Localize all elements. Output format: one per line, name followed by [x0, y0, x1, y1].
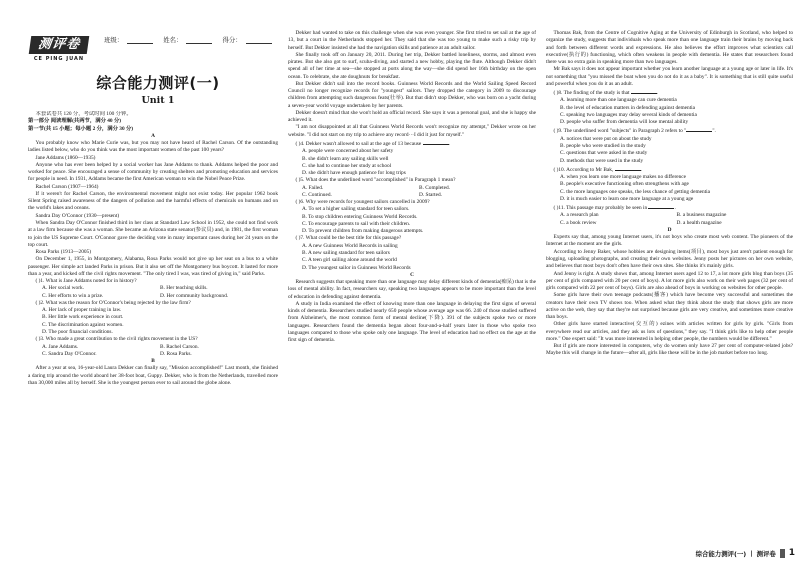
passage-d-paragraph: Other girls have started interactive(交互的) ezines with articles written for girls by girls. "Girls from everywhere read our articles, and they ask us lots of questions," they say. "I think girls like to help other people more." One expert said: "It was more interested in helping other people, the numbers would be different." — [546, 321, 793, 342]
q11-option-d[interactable]: D. a health magazine — [676, 219, 722, 226]
question-6[interactable]: ( )6. Why were records for youngest sailors cancelled in 2009? — [295, 199, 430, 206]
footer-tag: 测评卷 — [756, 549, 776, 558]
answer-blank[interactable] — [631, 88, 657, 94]
passage-c-paragraph: Research suggests that speaking more than one language may delay different kinds of dementia(痴呆) that is the loss of mental ability. In fact, researchers say, speaking two languages appears to be more important than the level of education in defending against dementia. — [288, 279, 536, 300]
passage-a-label: A — [151, 132, 155, 139]
question-1[interactable]: ( )1. What is Jane Addams noted for in history? — [35, 278, 137, 285]
question-3[interactable]: ( )3. Who made a great contribution to the civil rights movement in the US? — [35, 336, 198, 343]
q4-option-c[interactable]: C. she had to continue her study at school — [302, 162, 392, 169]
q2-option-c[interactable]: C. The discrimination against women. — [42, 321, 124, 328]
question-10[interactable]: ( )10. According to Mr Bak, . — [553, 166, 642, 173]
question-4[interactable]: ( )4. Dekker wasn't allowed to sail at the age of 13 because . — [295, 140, 450, 147]
passage-b-paragraph: Dekker doesn't mind that she won't hold an official record. She says it was a personal goal, and she is happy she achieved it. — [288, 109, 536, 124]
passage-c-paragraph: A study in India examined the effect of knowing more than one language in delaying the first signs of several kinds of dementia. Researchers studied nearly 650 people whose average age was 66. 240 of those studied suffered from Alzheimer's, the most common form of mental decline(下降). 391 of the subjects spoke two or more languages. Researchers found the dementia began about four-and-a-half years later in those who spoke two languages compared to those who spoke only one language. The level of education had no effect on the age at the first sign of dementia. — [288, 300, 536, 344]
column-2 — [288, 30, 536, 344]
q3-option-d[interactable]: D. Rosa Parks. — [160, 350, 192, 357]
passage-b-label: B — [151, 358, 155, 365]
q3-option-c[interactable]: C. Sandra Day O'Connor. — [42, 350, 97, 357]
q9-option-b[interactable]: B. people who were studied in the study — [560, 142, 646, 149]
passage-b-paragraph: Dekker had wanted to take on this challenge when she was even younger. She first tried to set sail at the age of 13, but a court in the Netherlands stopped her. They said that she was too young to make such a risky trip by herself. But Dekker insisted she had the navigation skills and patience at an adult sailor. — [288, 30, 536, 51]
q6-option-c[interactable]: C. To encourage parents to sail with their children. — [302, 220, 411, 227]
question-7[interactable]: ( )7. What could be the best title for this passage? — [295, 235, 402, 242]
question-8[interactable]: ( )8. The finding of the study is that . — [553, 90, 659, 97]
passage-a-paragraph: If it weren't for Rachel Carson, the environmental movement might not exist today. Her popular 1962 book Silent Spring raised awareness of the dangers of pollution and the harmful effects of chemicals on humans and on the world's lakes and oceans. — [28, 190, 278, 212]
answer-blank[interactable] — [686, 126, 712, 132]
page-number: 1 — [788, 548, 795, 558]
q5-option-c[interactable]: C. Continued. — [302, 191, 332, 198]
answer-blank[interactable] — [648, 203, 674, 209]
q4-option-d[interactable]: D. she didn't have enough patience for long trips — [302, 170, 406, 177]
q2-option-a[interactable]: A. Her lack of proper training in law. — [42, 307, 122, 314]
passage-a-subheading: Jane Addams (1860—1935) — [35, 154, 96, 161]
student-info-fields — [104, 35, 280, 44]
subsection-heading: 第一节(共 15 小题；每小题 2 分，满分 30 分) — [28, 125, 134, 132]
column-1 — [28, 111, 278, 387]
passage-a-paragraph: Anyone who has ever been helped by a social worker has Jane Addams to thank. Addams helped the poor and worked for peace. She encouraged a sense of community by creating shelters and promoting education and services for people in need. In 1931, Addams became the first American woman to win the Nobel Peace Prize. — [28, 161, 278, 183]
passage-a-subheading: Rachel Carson (1907—1964) — [35, 183, 99, 190]
passage-b-paragraph: After a year at sea, 16-year-old Laura Dekker can finally say, "Mission accomplished!" Last month, she finished a daring trip around the world aboard her 38-foot boat, Guppy. Dekker, who is from the Netherlands, travelled more than 30,000 miles all by herself. She is the youngest person ever to sail around the globe alone. — [28, 365, 278, 386]
q7-option-a[interactable]: A. A new Guinness World Records in sailing — [302, 242, 398, 249]
q10-option-b[interactable]: B. people's executive functioning often strengthens with age — [560, 181, 689, 188]
q11-option-c[interactable]: C. a book review — [560, 219, 597, 226]
q3-option-b[interactable]: B. Rachel Carson. — [160, 343, 199, 350]
q6-option-b[interactable]: B. To stop children entering Guinness World Records. — [302, 213, 418, 220]
exam-info: 本套试卷共 120 分，考试时间 100 分钟。 — [35, 111, 132, 117]
passage-c-paragraph: Thomas Bak, from the Centre of Cognitive Aging at the University of Edinburgh in Scotland, who helped to organize the study, suggests that individuals who speak more than one language train their brains by moving back and forth between different words and expressions. He also believes the effort improves what scientists call executive(执行的) functioning, which often weakens in people with dementia. He states that researchers found there was no extra gain in speaking more than two languages. — [546, 30, 793, 66]
q5-option-b[interactable]: B. Completed. — [419, 184, 451, 191]
q11-option-b[interactable]: B. a business magazine — [676, 212, 727, 219]
passage-d-label: D — [667, 226, 672, 233]
passage-c-paragraph: Mr Bak says it does not appear important whether you learn another language at a young age or later in life. It's not something that "you missed the boat when you do not do it as a baby". It is something that is still quite useful and powerful when you do it as an adult. — [546, 66, 793, 87]
q2-option-b[interactable]: B. Her little work experience in court. — [42, 314, 124, 321]
q5-option-a[interactable]: A. Failed. — [302, 184, 324, 191]
class-field[interactable]: 班级： — [104, 35, 157, 44]
q1-option-c[interactable]: C. Her efforts to win a prize. — [42, 292, 104, 299]
q9-option-d[interactable]: D. methods that were used in the study — [560, 157, 644, 164]
unit-label: Unit 1 — [141, 95, 175, 106]
q10-option-c[interactable]: C. the more languages one speaks, the less chance of getting dementia — [560, 188, 711, 195]
footer-title: 综合能力测评(一) — [695, 549, 747, 558]
q8-option-c[interactable]: C. speaking two languages may delay several kinds of dementia — [560, 111, 697, 118]
question-9[interactable]: ( )9. The underlined word "subjects" in Paragraph 2 refers to " ". — [553, 128, 716, 135]
score-field[interactable]: 得分： — [222, 35, 275, 44]
passage-b-paragraph: She finally took off on January 20, 2011. During her trip, Dekker battled loneliness, storms, and almost even pirates. But she also got to surf, scuba-diving, and started a new hobby, playing the flute. Although Dekker didn't spend all of her time at sea—she stopped at ports along the way—she did spend her 16th birthday on the open ocean. To celebrate, she ate doughnuts for breakfast. — [288, 51, 536, 80]
q2-option-d[interactable]: D. The poor financial conditions. — [42, 328, 113, 335]
section-heading: 第一部分 阅读理解(共两节，满分 40 分) — [28, 118, 122, 125]
q11-option-a[interactable]: A. a research plan — [560, 212, 599, 219]
passage-a-paragraph: When Sandra Day O'Connor finished third in her class at Standard Law School in 1952, she could not find work at a law firm because she was a woman. She became an Arizona state senator(参议员) and, in 1981, the first woman to join the US Supreme Court. O'Connor gave the deciding vote in many important cases during her 24 years on the top court. — [28, 219, 278, 248]
q3-option-a[interactable]: A. Jane Addams. — [42, 343, 79, 350]
q4-option-a[interactable]: A. people were concerned about her safety — [302, 148, 394, 155]
passage-c-label: C — [410, 271, 414, 278]
page-title: 综合能力测评(一) — [96, 74, 220, 92]
q7-option-b[interactable]: B. A new sailing standard for teen sailors — [302, 249, 390, 256]
q6-option-a[interactable]: A. To set a higher sailing standard for teen sailors. — [302, 206, 410, 213]
passage-a-paragraph: On December 1, 1955, in Montgomery, Alabama, Rosa Parks would not give up her seat on a bus to a white passenger. Her simple act landed Parks in prison. But it also set off the Montgomery bus boycott. It lasted for more than a year, and kicked off the civil rights movement. "The only tired I was, was tired of giving in," said Parks. — [28, 256, 278, 277]
logo — [30, 36, 90, 66]
q7-option-c[interactable]: C. A teen girl sailing alone around the world — [302, 257, 397, 264]
page-marker-icon — [780, 549, 785, 558]
passage-a-subheading: Rosa Parks (1913—2005) — [35, 249, 91, 256]
passage-d-paragraph: According to Jenny Baker, whose hobbies are designing items(项目), most boys just aren't patient enough for blogging, uploading photographs, and creating their own websites. Jenny posts her pictures on her own website, and believes that most boys don't often have their own sites. She thinks it's mainly girls. — [546, 248, 793, 270]
name-field[interactable]: 姓名： — [163, 35, 216, 44]
passage-d-paragraph: But if girls are more interested in computers, why do women only have 27 per cent of computer-related jobs? Maybe this will change in the future—after all, girls like these will be in the job market before too long. — [546, 343, 793, 357]
question-5[interactable]: ( )5. What does the underlined word "accomplished" in Paragraph 1 mean? — [295, 177, 456, 184]
q8-option-d[interactable]: D. people who suffer from dementia will lose mental ability — [560, 119, 689, 126]
question-11[interactable]: ( )11. This passage may probably be seen in . — [553, 205, 676, 212]
logo-subtitle: CE PING JUAN — [33, 56, 85, 62]
passage-b-paragraph: But Dekker didn't sail into the record books. Guinness World Records and the World Sailing Speed Record Council no longer recognize records for "youngest" sailors. They dropped the category in 2009 to discourage children from attempting such dangerous feats(壮举). But that didn't stop Dekker, who was born on a yacht during a seven-year world voyage undertaken by her parents. — [288, 80, 536, 109]
passage-a-subheading: Sandra Day O'Connor (1930—present) — [35, 212, 120, 219]
q6-option-d[interactable]: D. To prevent children from making dangerous attempts. — [302, 228, 424, 235]
logo-mark: 测评卷 — [29, 36, 90, 54]
footer-separator: | — [750, 549, 753, 557]
answer-blank[interactable] — [423, 139, 449, 145]
q9-option-c[interactable]: C. questions that were asked in the study — [560, 150, 648, 157]
passage-b-paragraph: "I am not disappointed at all that Guinness World Records won't recognize my attempt," Dekker wrote on her website. "I did not start on my trip to achieve any record···I did it just for myself." — [288, 124, 536, 138]
question-2[interactable]: ( )2. What was the reason for O'Connor's being rejected by the law firm? — [35, 299, 191, 306]
q8-option-a[interactable]: A. learning more than one language can cure dementia — [560, 97, 677, 104]
answer-blank[interactable] — [615, 165, 641, 171]
column-3 — [546, 30, 793, 358]
q1-option-d[interactable]: D. Her community background. — [160, 292, 229, 299]
passage-a-paragraph: You probably know who Marie Curie was, but you may not have heard of Rachel Carson. Of the outstanding ladies listed below, who do you think was the most important women of the past 100 years? — [28, 140, 278, 154]
q10-option-a[interactable]: A. when you learn one more language makes no difference — [560, 174, 687, 181]
q9-option-a[interactable]: A. notices that were put on about the study — [560, 135, 652, 142]
passage-d-paragraph: Experts say that, among young Internet users, it's not boys who create most web content. The pioneers of the Internet at the moment are the girls. — [546, 234, 793, 248]
q8-option-b[interactable]: B. the level of education matters in defending against dementia — [560, 104, 696, 111]
passage-d-paragraph: Some girls have their own teenage podcasts(播客) which have become very successful and sometimes the creators have their own TV shows too. When asked what they think about the study that shows girls are more active on the web, they say that they're not surprised because girls are very creative, and sometimes more creative than boys. — [546, 292, 793, 321]
page-footer — [696, 548, 795, 558]
q1-option-b[interactable]: B. Her teaching skills. — [160, 285, 208, 292]
q4-option-b[interactable]: B. she didn't learn any sailing skills well — [302, 155, 389, 162]
q10-option-d[interactable]: D. it is much easier to learn one more language at a young age — [560, 195, 694, 202]
passage-d-paragraph: And Jenny is right. A study shows that, among Internet users aged 12 to 17, a lot more girls blog than boys (35 per cent of girls compared with 20 per cent of boys). A lot more girls also work on their web pages (32 per cent of girls compared with 22 per cent of boys). Girls are also ahead of boys in working on websites for other people. — [546, 270, 793, 292]
q5-option-d[interactable]: D. Started. — [419, 191, 443, 198]
q7-option-d[interactable]: D. The youngest sailor in Guinness World Records — [302, 264, 411, 271]
q1-option-a[interactable]: A. Her social work. — [42, 285, 84, 292]
